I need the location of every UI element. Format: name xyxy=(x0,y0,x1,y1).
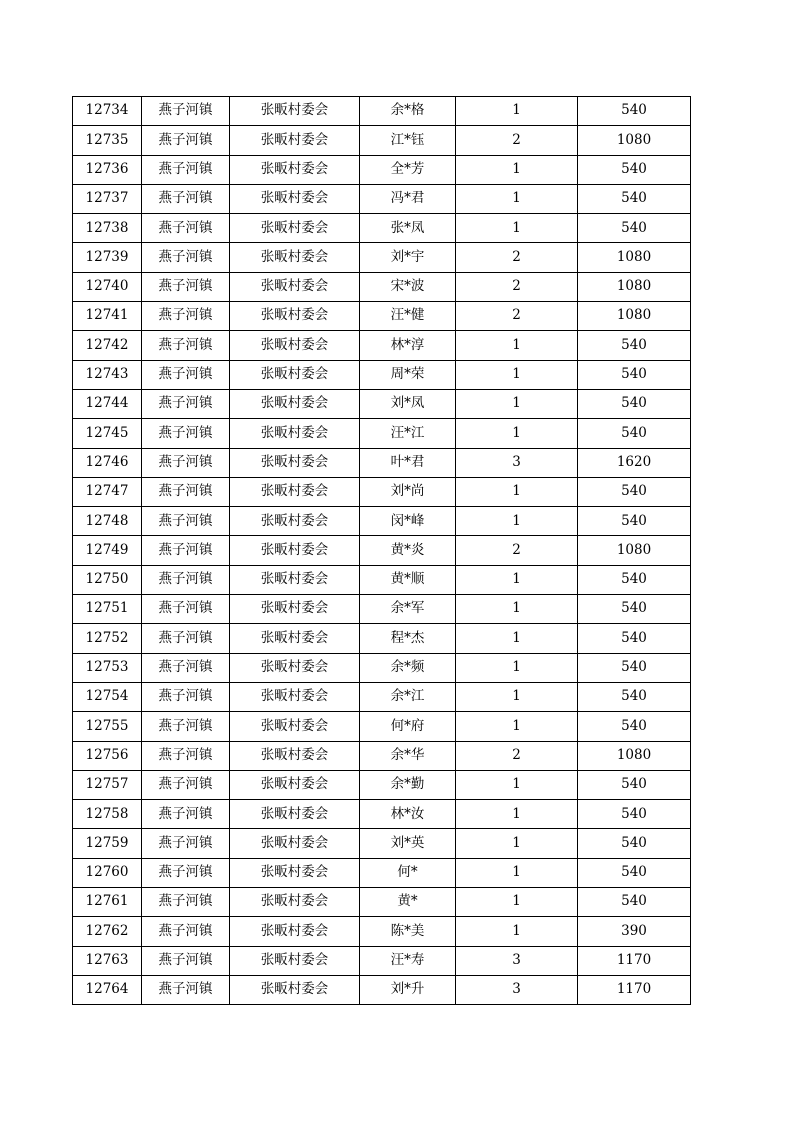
person-name-cell: 汪*江 xyxy=(360,419,456,448)
village-committee-cell: 张畈村委会 xyxy=(230,653,360,682)
table-row xyxy=(73,800,691,829)
amount-cell: 540 xyxy=(578,97,691,126)
record-id-cell: 12762 xyxy=(73,917,142,946)
count-cell: 1 xyxy=(456,477,578,506)
amount-cell: 540 xyxy=(578,800,691,829)
person-name-cell: 张*凤 xyxy=(360,214,456,243)
amount-cell: 540 xyxy=(578,712,691,741)
amount-cell: 390 xyxy=(578,917,691,946)
record-id-cell: 12746 xyxy=(73,448,142,477)
record-id-cell: 12734 xyxy=(73,97,142,126)
table-row xyxy=(73,360,691,389)
person-name-cell: 余*勤 xyxy=(360,770,456,799)
village-committee-cell: 张畈村委会 xyxy=(230,595,360,624)
count-cell: 1 xyxy=(456,507,578,536)
amount-cell: 540 xyxy=(578,829,691,858)
amount-cell: 1620 xyxy=(578,448,691,477)
town-cell: 燕子河镇 xyxy=(142,126,230,155)
amount-cell: 1080 xyxy=(578,243,691,272)
town-cell: 燕子河镇 xyxy=(142,214,230,243)
table-row xyxy=(73,858,691,887)
amount-cell: 540 xyxy=(578,888,691,917)
village-committee-cell: 张畈村委会 xyxy=(230,507,360,536)
table-row xyxy=(73,536,691,565)
record-id-cell: 12757 xyxy=(73,770,142,799)
table-row xyxy=(73,477,691,506)
town-cell: 燕子河镇 xyxy=(142,975,230,1004)
table-row xyxy=(73,243,691,272)
person-name-cell: 林*淳 xyxy=(360,331,456,360)
table-row xyxy=(73,712,691,741)
town-cell: 燕子河镇 xyxy=(142,97,230,126)
amount-cell: 540 xyxy=(578,419,691,448)
person-name-cell: 叶*君 xyxy=(360,448,456,477)
table-row xyxy=(73,829,691,858)
person-name-cell: 汪*寿 xyxy=(360,946,456,975)
record-id-cell: 12741 xyxy=(73,302,142,331)
record-id-cell: 12753 xyxy=(73,653,142,682)
table-row xyxy=(73,741,691,770)
town-cell: 燕子河镇 xyxy=(142,800,230,829)
count-cell: 3 xyxy=(456,975,578,1004)
person-name-cell: 汪*健 xyxy=(360,302,456,331)
amount-cell: 1170 xyxy=(578,946,691,975)
person-name-cell: 余*华 xyxy=(360,741,456,770)
person-name-cell: 黄*顺 xyxy=(360,565,456,594)
village-committee-cell: 张畈村委会 xyxy=(230,302,360,331)
village-committee-cell: 张畈村委会 xyxy=(230,712,360,741)
person-name-cell: 程*杰 xyxy=(360,624,456,653)
village-committee-cell: 张畈村委会 xyxy=(230,536,360,565)
town-cell: 燕子河镇 xyxy=(142,829,230,858)
table-row xyxy=(73,770,691,799)
count-cell: 2 xyxy=(456,741,578,770)
record-id-cell: 12758 xyxy=(73,800,142,829)
person-name-cell: 全*芳 xyxy=(360,155,456,184)
table-row xyxy=(73,917,691,946)
person-name-cell: 林*汝 xyxy=(360,800,456,829)
amount-cell: 540 xyxy=(578,682,691,711)
town-cell: 燕子河镇 xyxy=(142,389,230,418)
count-cell: 1 xyxy=(456,595,578,624)
count-cell: 1 xyxy=(456,917,578,946)
town-cell: 燕子河镇 xyxy=(142,946,230,975)
village-committee-cell: 张畈村委会 xyxy=(230,272,360,301)
count-cell: 1 xyxy=(456,184,578,213)
town-cell: 燕子河镇 xyxy=(142,360,230,389)
count-cell: 1 xyxy=(456,155,578,184)
record-id-cell: 12740 xyxy=(73,272,142,301)
town-cell: 燕子河镇 xyxy=(142,770,230,799)
count-cell: 3 xyxy=(456,946,578,975)
town-cell: 燕子河镇 xyxy=(142,712,230,741)
person-name-cell: 刘*宇 xyxy=(360,243,456,272)
amount-cell: 540 xyxy=(578,389,691,418)
record-id-cell: 12744 xyxy=(73,389,142,418)
count-cell: 1 xyxy=(456,214,578,243)
person-name-cell: 江*钰 xyxy=(360,126,456,155)
town-cell: 燕子河镇 xyxy=(142,302,230,331)
village-committee-cell: 张畈村委会 xyxy=(230,682,360,711)
person-name-cell: 闵*峰 xyxy=(360,507,456,536)
count-cell: 1 xyxy=(456,770,578,799)
table-row xyxy=(73,653,691,682)
village-committee-cell: 张畈村委会 xyxy=(230,946,360,975)
town-cell: 燕子河镇 xyxy=(142,272,230,301)
village-committee-cell: 张畈村委会 xyxy=(230,975,360,1004)
record-id-cell: 12763 xyxy=(73,946,142,975)
person-name-cell: 余*格 xyxy=(360,97,456,126)
person-name-cell: 余*军 xyxy=(360,595,456,624)
count-cell: 1 xyxy=(456,97,578,126)
person-name-cell: 何* xyxy=(360,858,456,887)
person-name-cell: 冯*君 xyxy=(360,184,456,213)
village-committee-cell: 张畈村委会 xyxy=(230,741,360,770)
village-committee-cell: 张畈村委会 xyxy=(230,477,360,506)
count-cell: 1 xyxy=(456,858,578,887)
table-row xyxy=(73,126,691,155)
record-id-cell: 12739 xyxy=(73,243,142,272)
record-id-cell: 12760 xyxy=(73,858,142,887)
person-name-cell: 陈*美 xyxy=(360,917,456,946)
count-cell: 2 xyxy=(456,536,578,565)
village-committee-cell: 张畈村委会 xyxy=(230,126,360,155)
amount-cell: 1080 xyxy=(578,536,691,565)
table-row xyxy=(73,272,691,301)
table-row xyxy=(73,888,691,917)
amount-cell: 1170 xyxy=(578,975,691,1004)
person-name-cell: 余*江 xyxy=(360,682,456,711)
record-id-cell: 12748 xyxy=(73,507,142,536)
record-id-cell: 12749 xyxy=(73,536,142,565)
town-cell: 燕子河镇 xyxy=(142,448,230,477)
record-id-cell: 12747 xyxy=(73,477,142,506)
person-name-cell: 刘*英 xyxy=(360,829,456,858)
record-id-cell: 12735 xyxy=(73,126,142,155)
town-cell: 燕子河镇 xyxy=(142,917,230,946)
town-cell: 燕子河镇 xyxy=(142,888,230,917)
amount-cell: 540 xyxy=(578,331,691,360)
town-cell: 燕子河镇 xyxy=(142,155,230,184)
amount-cell: 540 xyxy=(578,624,691,653)
table-row xyxy=(73,975,691,1004)
village-committee-cell: 张畈村委会 xyxy=(230,565,360,594)
village-committee-cell: 张畈村委会 xyxy=(230,624,360,653)
count-cell: 2 xyxy=(456,272,578,301)
table-row xyxy=(73,448,691,477)
record-id-cell: 12745 xyxy=(73,419,142,448)
town-cell: 燕子河镇 xyxy=(142,565,230,594)
table-row xyxy=(73,595,691,624)
table-row xyxy=(73,155,691,184)
town-cell: 燕子河镇 xyxy=(142,243,230,272)
table-row xyxy=(73,682,691,711)
record-id-cell: 12754 xyxy=(73,682,142,711)
village-committee-cell: 张畈村委会 xyxy=(230,917,360,946)
count-cell: 2 xyxy=(456,243,578,272)
table-row xyxy=(73,946,691,975)
village-committee-cell: 张畈村委会 xyxy=(230,184,360,213)
table-row xyxy=(73,97,691,126)
person-name-cell: 宋*波 xyxy=(360,272,456,301)
records-table xyxy=(72,96,691,1005)
town-cell: 燕子河镇 xyxy=(142,419,230,448)
amount-cell: 540 xyxy=(578,507,691,536)
person-name-cell: 刘*升 xyxy=(360,975,456,1004)
table-row xyxy=(73,565,691,594)
count-cell: 1 xyxy=(456,653,578,682)
town-cell: 燕子河镇 xyxy=(142,507,230,536)
amount-cell: 540 xyxy=(578,360,691,389)
count-cell: 1 xyxy=(456,829,578,858)
town-cell: 燕子河镇 xyxy=(142,653,230,682)
record-id-cell: 12742 xyxy=(73,331,142,360)
record-id-cell: 12755 xyxy=(73,712,142,741)
town-cell: 燕子河镇 xyxy=(142,331,230,360)
village-committee-cell: 张畈村委会 xyxy=(230,419,360,448)
town-cell: 燕子河镇 xyxy=(142,682,230,711)
person-name-cell: 刘*尚 xyxy=(360,477,456,506)
table-row xyxy=(73,419,691,448)
record-id-cell: 12761 xyxy=(73,888,142,917)
person-name-cell: 周*荣 xyxy=(360,360,456,389)
amount-cell: 1080 xyxy=(578,302,691,331)
amount-cell: 540 xyxy=(578,214,691,243)
table-row xyxy=(73,624,691,653)
amount-cell: 1080 xyxy=(578,272,691,301)
table-row xyxy=(73,507,691,536)
village-committee-cell: 张畈村委会 xyxy=(230,770,360,799)
table-row xyxy=(73,302,691,331)
count-cell: 1 xyxy=(456,682,578,711)
records-table-body xyxy=(73,97,691,1005)
amount-cell: 1080 xyxy=(578,741,691,770)
table-row xyxy=(73,214,691,243)
town-cell: 燕子河镇 xyxy=(142,858,230,887)
town-cell: 燕子河镇 xyxy=(142,184,230,213)
village-committee-cell: 张畈村委会 xyxy=(230,829,360,858)
town-cell: 燕子河镇 xyxy=(142,595,230,624)
village-committee-cell: 张畈村委会 xyxy=(230,360,360,389)
count-cell: 3 xyxy=(456,448,578,477)
count-cell: 1 xyxy=(456,419,578,448)
count-cell: 1 xyxy=(456,389,578,418)
town-cell: 燕子河镇 xyxy=(142,741,230,770)
record-id-cell: 12736 xyxy=(73,155,142,184)
record-id-cell: 12737 xyxy=(73,184,142,213)
record-id-cell: 12750 xyxy=(73,565,142,594)
count-cell: 2 xyxy=(456,126,578,155)
record-id-cell: 12743 xyxy=(73,360,142,389)
count-cell: 1 xyxy=(456,800,578,829)
village-committee-cell: 张畈村委会 xyxy=(230,97,360,126)
town-cell: 燕子河镇 xyxy=(142,536,230,565)
record-id-cell: 12751 xyxy=(73,595,142,624)
person-name-cell: 黄* xyxy=(360,888,456,917)
amount-cell: 540 xyxy=(578,770,691,799)
count-cell: 1 xyxy=(456,565,578,594)
record-id-cell: 12756 xyxy=(73,741,142,770)
record-id-cell: 12752 xyxy=(73,624,142,653)
amount-cell: 540 xyxy=(578,155,691,184)
village-committee-cell: 张畈村委会 xyxy=(230,888,360,917)
amount-cell: 540 xyxy=(578,653,691,682)
record-id-cell: 12759 xyxy=(73,829,142,858)
amount-cell: 540 xyxy=(578,565,691,594)
village-committee-cell: 张畈村委会 xyxy=(230,389,360,418)
amount-cell: 540 xyxy=(578,477,691,506)
count-cell: 1 xyxy=(456,712,578,741)
count-cell: 1 xyxy=(456,331,578,360)
person-name-cell: 余*频 xyxy=(360,653,456,682)
count-cell: 2 xyxy=(456,302,578,331)
town-cell: 燕子河镇 xyxy=(142,477,230,506)
village-committee-cell: 张畈村委会 xyxy=(230,214,360,243)
amount-cell: 540 xyxy=(578,595,691,624)
amount-cell: 1080 xyxy=(578,126,691,155)
amount-cell: 540 xyxy=(578,184,691,213)
count-cell: 1 xyxy=(456,360,578,389)
table-row xyxy=(73,331,691,360)
person-name-cell: 刘*凤 xyxy=(360,389,456,418)
village-committee-cell: 张畈村委会 xyxy=(230,448,360,477)
count-cell: 1 xyxy=(456,624,578,653)
count-cell: 1 xyxy=(456,888,578,917)
person-name-cell: 黄*炎 xyxy=(360,536,456,565)
village-committee-cell: 张畈村委会 xyxy=(230,243,360,272)
amount-cell: 540 xyxy=(578,858,691,887)
record-id-cell: 12738 xyxy=(73,214,142,243)
person-name-cell: 何*府 xyxy=(360,712,456,741)
village-committee-cell: 张畈村委会 xyxy=(230,155,360,184)
village-committee-cell: 张畈村委会 xyxy=(230,800,360,829)
table-row xyxy=(73,184,691,213)
table-row xyxy=(73,389,691,418)
record-id-cell: 12764 xyxy=(73,975,142,1004)
village-committee-cell: 张畈村委会 xyxy=(230,858,360,887)
town-cell: 燕子河镇 xyxy=(142,624,230,653)
village-committee-cell: 张畈村委会 xyxy=(230,331,360,360)
